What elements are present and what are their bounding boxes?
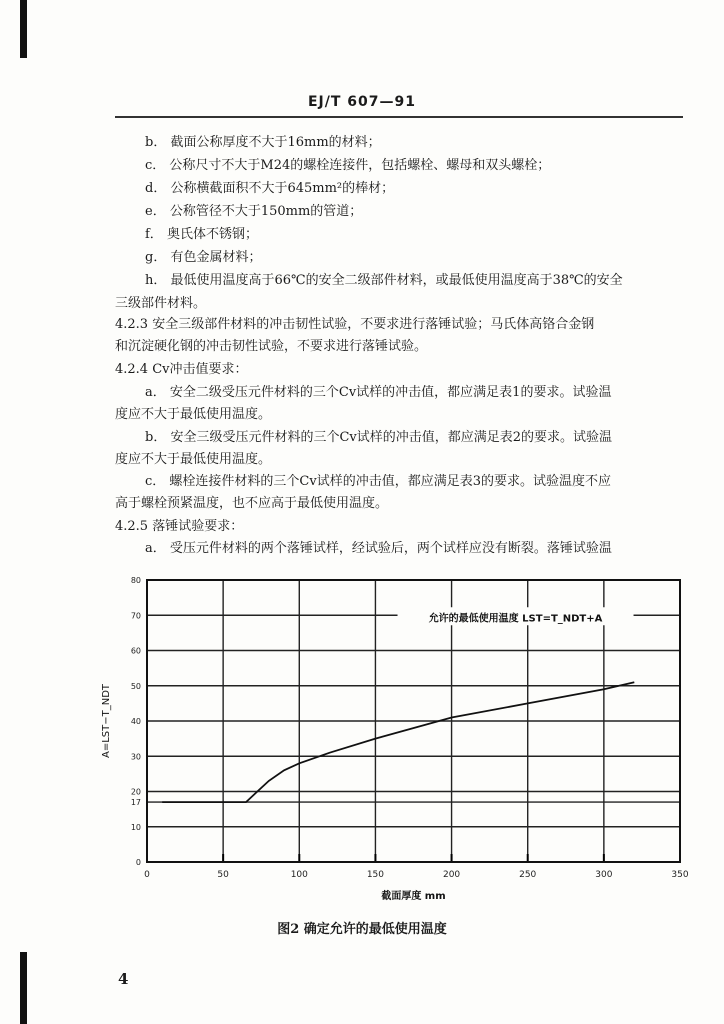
item-h: h． 最低使用温度高于66℃的安全二级部件材料，或最低使用温度高于38℃的安全	[145, 273, 623, 288]
y-tick-label: 20	[130, 787, 141, 797]
binding-mark-bottom	[20, 952, 27, 1024]
item-h-continued: 三级部件材料。	[115, 296, 207, 311]
y-tick-label: 50	[130, 681, 141, 691]
section-4-2-4-c-cont: 高于螺栓预紧温度，也不应高于最低使用温度。	[115, 496, 389, 511]
y-tick-label: 80	[130, 576, 141, 585]
x-tick-label: 200	[442, 870, 461, 880]
section-4-2-4: 4.2.4 Cv冲击值要求：	[115, 362, 248, 377]
y-axis-label: A=LST−T_NDT	[101, 683, 112, 759]
y-tick-label: 17	[130, 798, 141, 808]
page-number: 4	[118, 970, 129, 988]
y-tick-label: 0	[135, 858, 141, 867]
y-tick-label: 10	[130, 822, 141, 832]
section-4-2-4-a: a． 安全二级受压元件材料的三个Cv试样的冲击值，都应满足表1的要求。试验温	[145, 385, 612, 400]
x-tick-label: 150	[366, 870, 385, 880]
x-tick-label: 50	[217, 870, 229, 880]
x-axis-label: 截面厚度 mm	[381, 891, 446, 902]
figure-caption: 图2 确定允许的最低使用温度	[277, 922, 447, 937]
y-tick-label: 70	[130, 611, 141, 621]
section-4-2-3-cont: 和沉淀硬化钢的冲击韧性试验，不要求进行落锤试验。	[115, 339, 428, 354]
item-g: g． 有色金属材料；	[145, 250, 262, 265]
x-tick-label: 0	[144, 870, 150, 880]
section-4-2-4-a-cont: 度应不大于最低使用温度。	[115, 407, 272, 422]
chart-title: 允许的最低使用温度 LST=T_NDT+A	[428, 613, 603, 625]
x-tick-label: 100	[290, 870, 308, 880]
section-4-2-5-a: a． 受压元件材料的两个落锤试样，经试验后，两个试样应没有断裂。落锤试验温	[145, 541, 612, 556]
x-tick-label: 350	[671, 870, 689, 880]
figure-2-chart	[95, 570, 695, 910]
section-4-2-4-b-cont: 度应不大于最低使用温度。	[115, 452, 272, 467]
item-e: e． 公称管径不大于150mm的管道；	[145, 204, 363, 219]
series-line-A	[162, 682, 634, 802]
section-4-2-5: 4.2.5 落锤试验要求：	[115, 519, 244, 534]
section-4-2-3: 4.2.3 安全三级部件材料的冲击韧性试验，不要求进行落锤试验；马氏体高铬合金钢	[115, 317, 595, 332]
section-4-2-4-b: b． 安全三级受压元件材料的三个Cv试样的冲击值，都应满足表2的要求。试验温	[145, 430, 613, 445]
y-tick-label: 30	[130, 752, 141, 762]
y-tick-label: 40	[130, 717, 141, 726]
item-f: f． 奥氏体不锈钢；	[145, 227, 258, 242]
item-d: d． 公称横截面积不大于645mm²的棒材；	[145, 181, 395, 196]
x-tick-label: 300	[595, 870, 613, 880]
binding-mark-top	[20, 0, 27, 58]
standard-number: EJ/T 607—91	[307, 94, 416, 110]
x-tick-label: 250	[519, 870, 537, 880]
item-b: b． 截面公称厚度不大于16mm的材料；	[145, 135, 381, 150]
item-c: c． 公称尺寸不大于M24的螺栓连接件，包括螺栓、螺母和双头螺栓；	[145, 158, 551, 173]
header-rule	[115, 116, 683, 118]
section-4-2-4-c: c． 螺栓连接件材料的三个Cv试样的冲击值，都应满足表3的要求。试验温度不应	[145, 474, 611, 489]
y-tick-label: 60	[130, 646, 141, 656]
